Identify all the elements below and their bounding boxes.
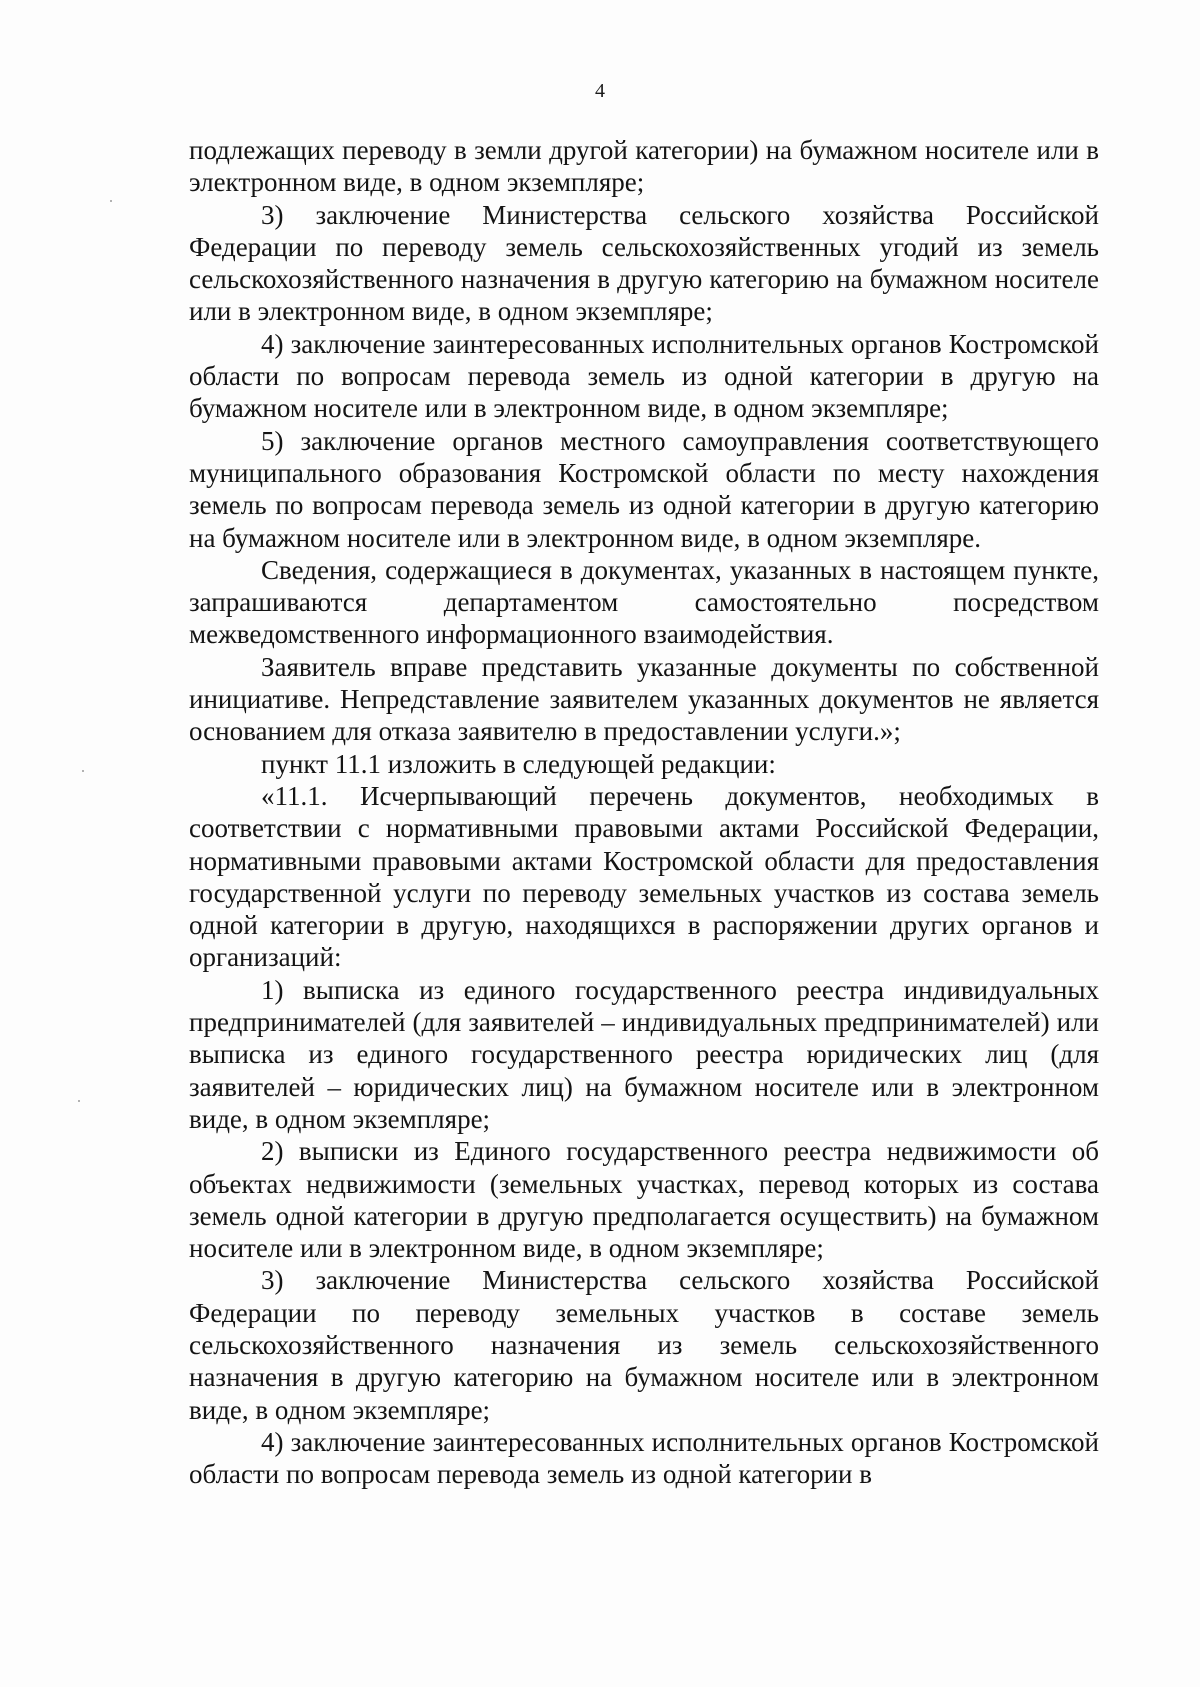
paragraph-information-request: Сведения, содержащиеся в документах, указанных в настоящем пункте, запрашиваются департаментом самостоятельно посредством межведомственного информационного взаимодействия.: [189, 554, 1099, 650]
paragraph-applicant-right: Заявитель вправе представить указанные документы по собственной инициативе. Непредставление заявителем указанных документов не является основанием для отказа заявителю в предоставлении услуги.»;: [189, 651, 1099, 747]
page-number: 4: [595, 80, 605, 102]
paragraph-list-item-1: 1) выписка из единого государственного реестра индивидуальных предпринимателей (для заявителей – индивидуальных предпринимателей) или выписка из единого государственного реестра юридических лиц (для заявителей – юридических лиц) на бумажном носителе или в электронном виде, в одном экземпляре;: [189, 974, 1099, 1134]
paragraph-item-4-executive-bodies: 4) заключение заинтересованных исполнительных органов Костромской области по вопросам перевода земель из одной категории в другую на бумажном носителе или в электронном виде, в одном экземпляре;: [189, 328, 1099, 424]
paragraph-clause-11-1: «11.1. Исчерпывающий перечень документов, необходимых в соответствии с нормативными правовыми актами Российской Федерации, нормативными правовыми актами Костромской области для предоставления государственной услуги по переводу земельных участков из состава земель одной категории в другую, находящихся в распоряжении других органов и организаций:: [189, 780, 1099, 973]
paragraph-item-5-local-government: 5) заключение органов местного самоуправления соответствующего муниципального образования Костромской области по месту нахождения земель по вопросам перевода земель из одной категории в другую категорию на бумажном носителе или в электронном виде, в одном экземпляре.: [189, 425, 1099, 553]
scan-speck: [78, 1100, 80, 1102]
paragraph-continuation: подлежащих переводу в земли другой категории) на бумажном носителе или в электронном виде, в одном экземпляре;: [189, 135, 1099, 198]
scan-speck: [82, 770, 84, 772]
paragraph-list-item-3: 3) заключение Министерства сельского хозяйства Российской Федерации по переводу земельных участков в составе земель сельскохозяйственного назначения из земель сельскохозяйственного назначения в другую категорию на бумажном носителе или в электронном виде, в одном экземпляре;: [189, 1265, 1099, 1425]
paragraph-list-item-4: 4) заключение заинтересованных исполнительных органов Костромской области по вопросам перевода земель из одной категории в: [189, 1426, 1099, 1490]
paragraph-item-3-ministry-agriculture: 3) заключение Министерства сельского хозяйства Российской Федерации по переводу земель сельскохозяйственных угодий из земель сельскохозяйственного назначения в другую категорию на бумажном носителе или в электронном виде, в одном экземпляре;: [189, 199, 1099, 327]
paragraph-clause-11-1-intro: пункт 11.1 изложить в следующей редакции:: [261, 748, 776, 779]
scan-speck: [110, 200, 112, 202]
document-body: [189, 134, 1099, 1490]
paragraph-list-item-2: 2) выписки из Единого государственного реестра недвижимости об объектах недвижимости (земельных участках, перевод которых из состава земель одной категории в другую предполагается осуществить) на бумажном носителе или в электронном виде, в одном экземпляре;: [189, 1136, 1099, 1264]
